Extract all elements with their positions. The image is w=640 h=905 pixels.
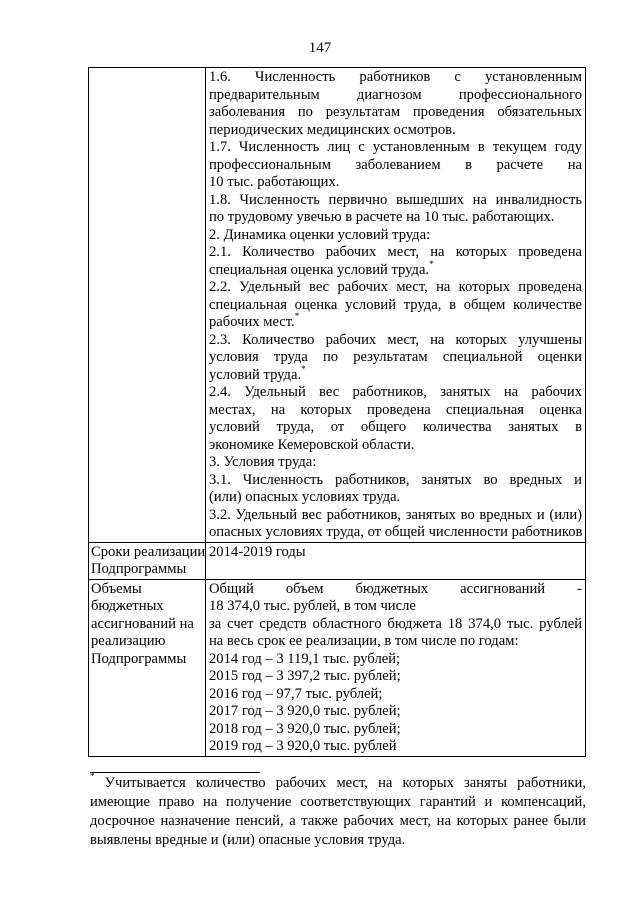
- page-number: 147: [308, 40, 332, 56]
- indicators-cell: [206, 68, 586, 543]
- text-line-content: условия труда по результатам специальной оценки: [209, 349, 582, 365]
- text-line-content: 2. Динамика оценки условий труда:: [209, 226, 431, 243]
- footnote-line: [90, 771, 586, 793]
- text-line-content: ассигнований на: [91, 615, 194, 632]
- text-line: [209, 633, 582, 651]
- text-line: [209, 419, 582, 437]
- text-line: [91, 651, 203, 669]
- text-line: [209, 686, 582, 704]
- terms-row: [89, 542, 586, 579]
- text-line-content: на весь срок ее реализации, в том числе по годам:: [209, 633, 519, 649]
- text-line-content: 2015 год – 3 397,2 тыс. рублей;: [209, 668, 401, 684]
- text-line: [209, 402, 582, 420]
- footnote: [90, 771, 586, 850]
- text-line: [91, 581, 203, 599]
- footnote-separator: [90, 772, 260, 773]
- text-line: [91, 598, 203, 616]
- text-line-content: 1.8. Численность первично вышедших на инвалидность: [209, 191, 582, 208]
- text-line: [209, 651, 582, 669]
- text-line-content: (или) опасных условиях труда.: [209, 489, 401, 505]
- text-line: [209, 616, 582, 634]
- text-line-content: экономике Кемеровской области.: [209, 436, 415, 453]
- text-line-content: рабочих мест.: [209, 314, 295, 330]
- text-line: [209, 122, 582, 140]
- text-line: [209, 721, 582, 739]
- footnote-line: досрочное назначение пенсий, а также рабочих мест, на которых ранее были: [90, 813, 586, 829]
- text-line: [91, 616, 203, 634]
- text-line: [209, 489, 582, 507]
- text-line: [91, 561, 203, 579]
- text-line: [209, 454, 582, 472]
- footnote-line-text: Учитывается количество рабочих мест, на которых заняты работники,: [94, 775, 586, 791]
- text-line-content: 2.2. Удельный вес рабочих мест, на которых проведена: [209, 279, 582, 295]
- text-line: [209, 157, 582, 175]
- text-line: [209, 524, 582, 542]
- text-line: [209, 311, 582, 332]
- text-line-content: 1.6. Численность работников с установленным: [209, 69, 582, 85]
- text-line-content: условий труда, от общего количества занятых в: [209, 419, 582, 435]
- text-line: [209, 703, 582, 721]
- text-line-content: 2.1. Количество рабочих мест, на которых проведена: [209, 244, 582, 260]
- text-line-content: Объемы: [91, 580, 142, 597]
- indicators-row: [89, 68, 586, 543]
- text-line: [209, 258, 582, 280]
- terms-label-cell: [89, 542, 206, 579]
- text-line-content: заболевания по результатам проведения обязательных: [209, 104, 582, 120]
- terms-value: 2014-2019 годы: [209, 543, 306, 560]
- text-line: [209, 332, 582, 350]
- text-line-content: 2016 год – 97,7 тыс. рублей;: [209, 685, 383, 702]
- text-line-content: 2.3. Количество рабочих мест, на которых улучшены: [209, 331, 582, 348]
- text-line: [209, 174, 582, 192]
- text-line-content: 3.1. Численность работников, занятых во вредных и: [209, 471, 582, 488]
- text-line-content: 2017 год – 3 920,0 тыс. рублей;: [209, 703, 401, 719]
- text-line: [209, 507, 582, 525]
- text-line-content: предварительным диагнозом профессионального: [209, 86, 582, 103]
- text-line-content: 10 тыс. работающих.: [209, 174, 340, 190]
- text-line-content: реализацию: [91, 633, 166, 649]
- text-line: [209, 227, 582, 245]
- text-line-content: бюджетных: [91, 598, 164, 614]
- text-line: [209, 104, 582, 122]
- text-line-content: за счет средств областного бюджета 18 374,0 тыс. рублей: [209, 615, 582, 632]
- text-line-content: 2.4. Удельный вес работников, занятых на рабочих: [209, 384, 582, 400]
- text-line: [209, 437, 582, 455]
- text-line-content: профессиональным заболеванием в расчете на: [209, 156, 582, 173]
- text-line-content: опасных условиях труда, от общей численности работников: [209, 524, 583, 540]
- indicators-label-cell: [89, 68, 206, 543]
- footnote-reference: *: [294, 311, 300, 322]
- text-line-content: Подпрограммы: [91, 561, 187, 577]
- text-line: [209, 244, 582, 262]
- text-line: [209, 581, 582, 599]
- text-line: [209, 384, 582, 402]
- text-line: [209, 69, 582, 87]
- funding-value-cell: [206, 579, 586, 756]
- footnote-line: имеющие право на получение соответствующих гарантий и компенсаций,: [90, 794, 586, 810]
- text-line: [91, 633, 203, 651]
- text-line: [209, 668, 582, 686]
- text-line: [209, 279, 582, 297]
- text-line-content: 2019 год – 3 920,0 тыс. рублей: [209, 738, 397, 754]
- text-line-content: 2014 год – 3 119,1 тыс. рублей;: [209, 650, 401, 667]
- text-line: [209, 209, 582, 227]
- text-line-content: 18 374,0 тыс. рублей, в том числе: [209, 598, 416, 614]
- text-line-content: Подпрограммы: [91, 650, 187, 667]
- text-line-content: Сроки реализации: [91, 543, 206, 560]
- text-line: [209, 738, 582, 756]
- text-line: [209, 192, 582, 210]
- subprogram-passport-table: [88, 67, 586, 757]
- text-line-content: условий труда.: [209, 366, 302, 383]
- text-line-content: 3. Условия труда:: [209, 454, 317, 470]
- text-line: [209, 87, 582, 105]
- text-line-content: 1.7. Численность лиц с установленным в текущем году: [209, 139, 582, 155]
- text-line-content: 3.2. Удельный вес работников, занятых во вредных и (или): [209, 506, 582, 523]
- text-line: [209, 139, 582, 157]
- terms-value-cell: [206, 542, 586, 579]
- footnote-reference: *: [301, 363, 306, 374]
- text-line: [209, 472, 582, 490]
- footnote-line: выявлены вредные и (или) опасные условия труда.: [90, 832, 406, 848]
- funding-label-cell: [89, 579, 206, 756]
- text-line: [209, 349, 582, 367]
- footnote-marker: *: [90, 771, 95, 782]
- text-line: [209, 598, 582, 616]
- text-line: [209, 363, 582, 385]
- text-line-content: специальная оценка условий труда, в общем количестве: [209, 296, 582, 313]
- footnote-reference: *: [429, 258, 434, 269]
- text-line-content: местах, на которых проведена специальная оценка: [209, 401, 582, 418]
- text-line-content: специальная оценка условий труда.: [209, 261, 430, 278]
- text-line: [209, 297, 582, 315]
- text-line: [91, 543, 206, 562]
- text-line-content: Общий объем бюджетных ассигнований -: [209, 580, 582, 597]
- text-line-content: периодических медицинских осмотров.: [209, 121, 456, 138]
- funding-row: [89, 579, 586, 756]
- text-line-content: по трудовому увечью в расчете на 10 тыс. работающих.: [209, 209, 555, 225]
- text-line-content: 2018 год – 3 920,0 тыс. рублей;: [209, 720, 401, 737]
